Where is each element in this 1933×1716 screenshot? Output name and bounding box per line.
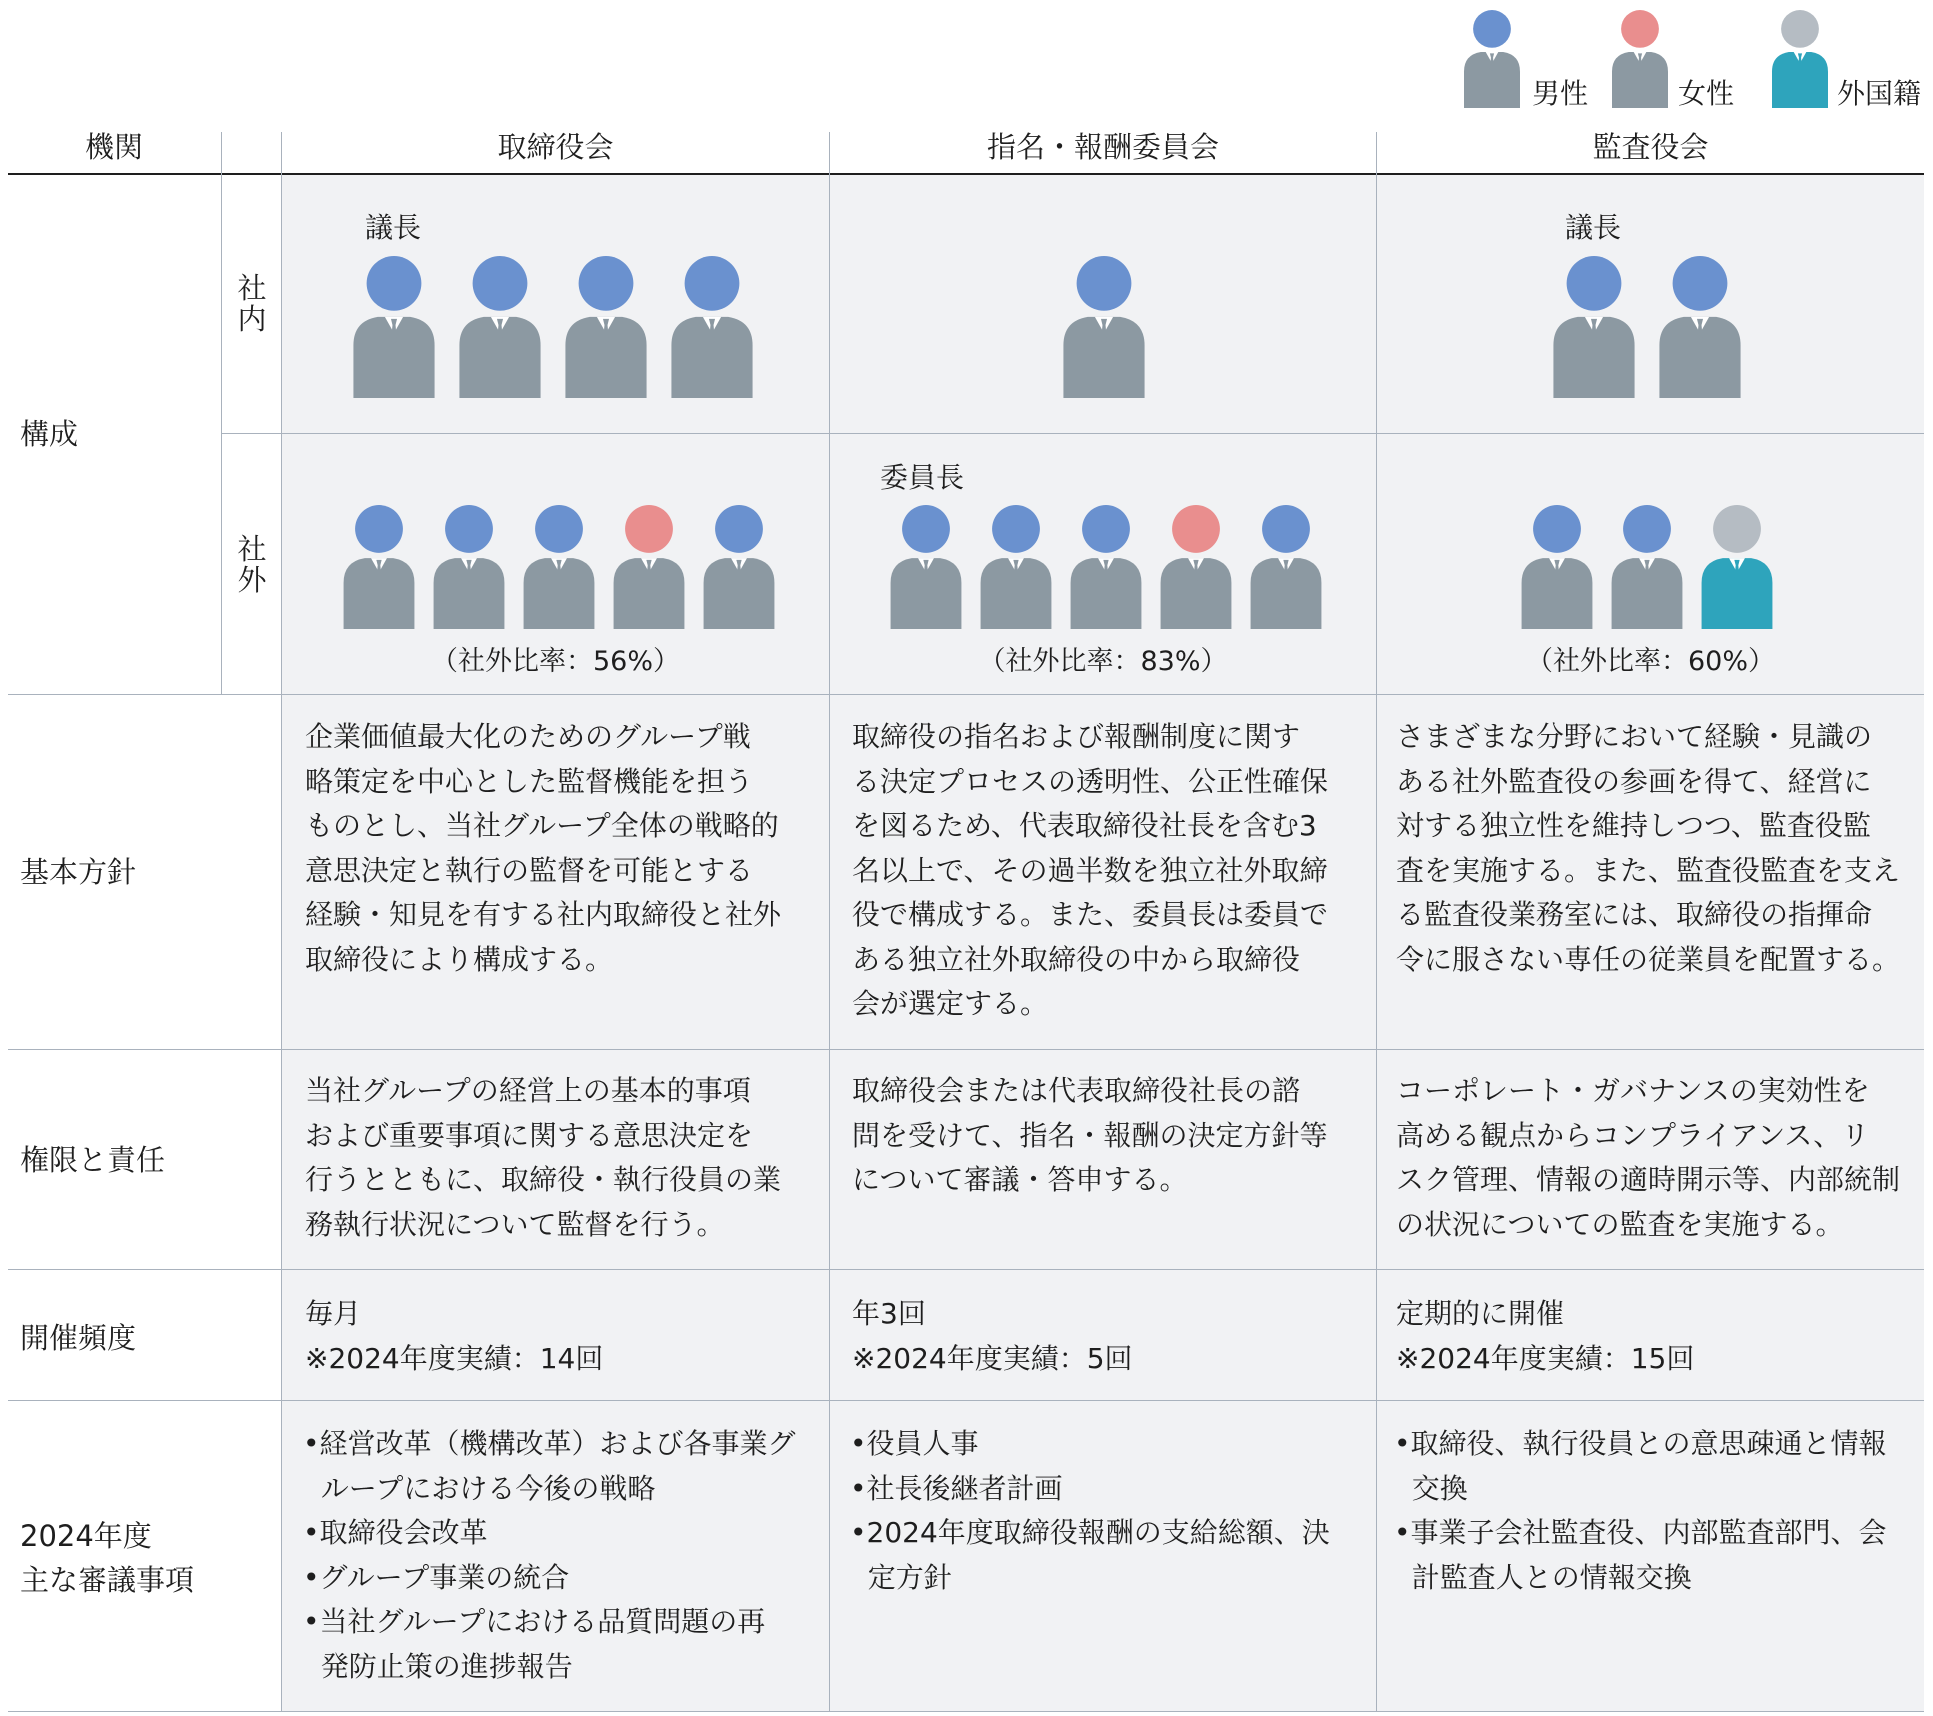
legend-female-label: 女性 xyxy=(1678,77,1735,110)
board-external-male-person-icon xyxy=(432,505,506,629)
audit-internal-male-person-icon xyxy=(1553,256,1635,398)
row-label-internal: 社 内 xyxy=(237,271,267,336)
board-external-male-person-icon xyxy=(342,505,416,629)
legend-male-icon xyxy=(1462,10,1522,108)
legend-foreign-icon xyxy=(1770,10,1830,108)
nomination-internal-male-person-icon xyxy=(1063,256,1145,398)
nomination-frequency-text: 年3回 ※2024年度実績：5回 xyxy=(852,1297,1133,1375)
board-policy-text: 企業価値最大化のためのグループ戦 略策定を中心とした監督機能を担う ものとし、当社グループ全体の戦略的 意思決定と執行の監督を可能とする 経験・知見を有する社内取締役と社外 取締役により構成する。 xyxy=(305,720,782,976)
rule-policy xyxy=(8,1049,1924,1050)
legend-foreign-label: 外国籍 xyxy=(1837,77,1922,110)
rule-composition xyxy=(8,694,1924,695)
row-label-agenda: 2024年度 主な審議事項 xyxy=(20,1519,195,1597)
header-audit: 監査役会 xyxy=(1592,130,1709,164)
board-external-female-person-icon xyxy=(612,505,686,629)
nomination-external-ratio: （社外比率：83%） xyxy=(978,646,1228,677)
rule-frequency xyxy=(8,1400,1924,1401)
nomination-external-male-person-icon xyxy=(1069,505,1143,629)
board-authority-text: 当社グループの経営上の基本的事項 および重要事項に関する意思決定を 行うとともに、取締役・執行役員の業 務執行状況について監督を行う。 xyxy=(305,1074,782,1241)
board-external-male-person-icon xyxy=(702,505,776,629)
col-rule-board xyxy=(281,132,282,1712)
board-internal-male-person-icon xyxy=(671,256,753,398)
audit-authority-text: コーポレート・ガバナンスの実効性を 高める観点からコンプライアンス、リ スク管理、情報の適時開示等、内部統制 の状況についての監査を実施する。 xyxy=(1396,1074,1901,1241)
board-agenda-list: •経営改革（機構改革）および各事業グ ループにおける今後の戦略 •取締役会改革 •グループ事業の統合 •当社グループにおける品質問題の再 発防止策の進捗報告 xyxy=(303,1427,796,1683)
rule-authority xyxy=(8,1269,1924,1270)
col-rule-audit xyxy=(1376,132,1377,1712)
audit-external-ratio: （社外比率：60%） xyxy=(1525,646,1775,677)
nomination-agenda-list: •役員人事 •社長後継者計画 •2024年度取締役報酬の支給総額、決 定方針 xyxy=(850,1427,1330,1594)
nomination-external-male-person-icon xyxy=(1249,505,1323,629)
audit-external-male-person-icon xyxy=(1520,505,1594,629)
board-internal-male-person-icon xyxy=(565,256,647,398)
audit-external-male-person-icon xyxy=(1610,505,1684,629)
header-organ: 機関 xyxy=(84,130,143,164)
board-external-male-person-icon xyxy=(522,505,596,629)
audit-internal-male-person-icon xyxy=(1659,256,1741,398)
board-chair-label: 議長 xyxy=(365,211,422,244)
col-rule-sublabel xyxy=(221,132,222,694)
legend-male-label: 男性 xyxy=(1532,77,1589,110)
audit-external-foreign-person-icon xyxy=(1700,505,1774,629)
board-internal-male-person-icon xyxy=(459,256,541,398)
board-frequency-text: 毎月 ※2024年度実績：14回 xyxy=(305,1297,604,1375)
legend-female-icon xyxy=(1610,10,1670,108)
nomination-external-male-person-icon xyxy=(889,505,963,629)
board-internal-male-person-icon xyxy=(353,256,435,398)
audit-chair-label: 議長 xyxy=(1565,211,1622,244)
nomination-external-male-person-icon xyxy=(979,505,1053,629)
rule-internal-external xyxy=(222,433,1924,434)
audit-policy-text: さまざまな分野において経験・見識の ある社外監査役の参画を得て、経営に 対する独立性を維持しつつ、監査役監 査を実施する。また、監査役監査を支え る監査役業務室には、取締役の指揮命 令に服さない専任の従業員を配置する。 xyxy=(1396,720,1901,976)
nomination-chair-label: 委員長 xyxy=(880,461,965,494)
header-nomination: 指名・報酬委員会 xyxy=(986,130,1219,164)
row-label-composition: 構成 xyxy=(20,417,79,451)
nomination-policy-text: 取締役の指名および報酬制度に関す る決定プロセスの透明性、公正性確保 を図るため、代表取締役社長を含む3 名以上で、その過半数を独立社外取締 役で構成する。また、委員長は委員で ある独立社外取締役の中から取締役 会が選定する。 xyxy=(852,720,1329,1020)
row-label-authority: 権限と責任 xyxy=(20,1143,166,1177)
audit-frequency-text: 定期的に開催 ※2024年度実績：15回 xyxy=(1396,1297,1695,1375)
board-external-ratio: （社外比率：56%） xyxy=(430,646,680,677)
header-rule xyxy=(8,173,1924,175)
nomination-external-female-person-icon xyxy=(1159,505,1233,629)
col-rule-nomination xyxy=(829,132,830,1712)
nomination-authority-text: 取締役会または代表取締役社長の諮 問を受けて、指名・報酬の決定方針等 について審議・答申する。 xyxy=(852,1074,1328,1196)
header-board: 取締役会 xyxy=(497,130,614,164)
audit-agenda-list: •取締役、執行役員との意思疎通と情報 交換 •事業子会社監査役、内部監査部門、会 計監査人との情報交換 xyxy=(1394,1427,1887,1594)
row-label-external: 社 外 xyxy=(237,532,267,597)
row-label-policy: 基本方針 xyxy=(20,855,137,889)
rule-bottom xyxy=(8,1711,1924,1712)
row-label-frequency: 開催頻度 xyxy=(20,1321,137,1355)
